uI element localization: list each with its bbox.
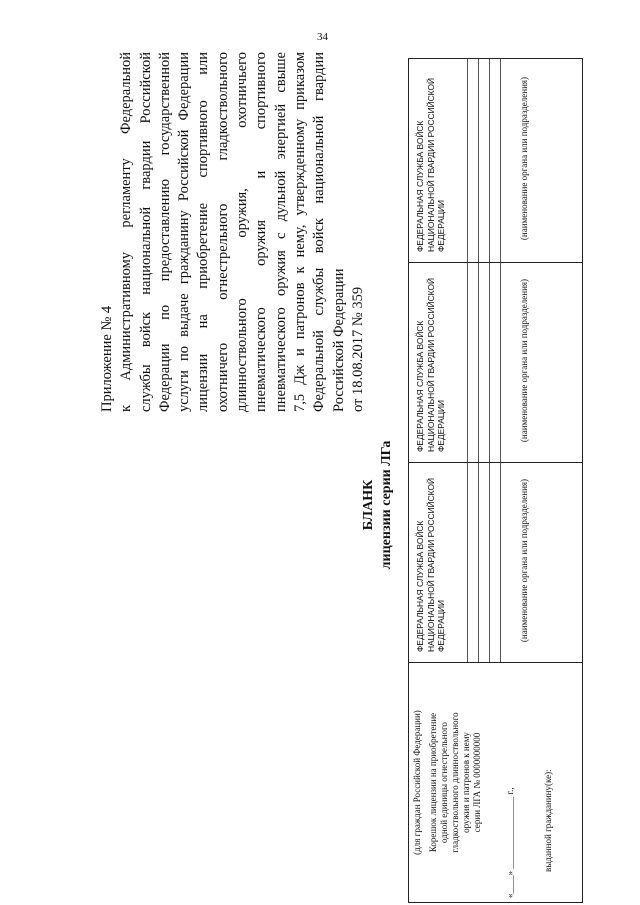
appendix-line: Российской Федерации [330,268,347,412]
fill-line [467,59,468,262]
agency-caption: (наименование органа или подразделения) [519,478,529,643]
title-blank: БЛАНК [361,479,376,531]
agency-column-1 [409,462,582,662]
fill-line [467,463,468,662]
fill-line [489,463,490,662]
stub-issued-to: выданной гражданину(ке): [543,769,553,872]
fill-line [478,59,479,262]
appendix-line: услуги по выдаче гражданину Российской Федерации [176,52,193,412]
appendix-line: Федерации по предоставлению государственной [156,52,173,412]
appendix-line: Приложение № 4 [99,305,115,412]
appendix-line: от 18.08.2017 № 359 [349,286,366,412]
appendix-line: длинноствольного оружия, охотничьего [234,52,251,412]
fill-line [489,59,490,262]
stub-line: гладкоствольного длинноствольного [450,712,460,853]
title-series: лицензии серии ЛГа [379,440,394,570]
fill-line [478,463,479,662]
page-number: 34 [317,31,328,43]
form-title [360,405,396,605]
agency-caption: (наименование органа или подразделения) [519,278,529,443]
appendix-line: пневматического оружия с дульной энергией свыше [272,52,289,412]
appendix-line: Федеральной службы войск национальной гвардии [311,52,328,412]
stub-line: одной единицы огнестрельного [439,722,449,843]
appendix-line: к Административному регламенту Федеральной [118,52,135,412]
agency-name: ФЕДЕРАЛЬНАЯ СЛУЖБА ВОЙСК НАЦИОНАЛЬНОЙ ГВАРДИИ РОССИЙСКОЙ ФЕДЕРАЦИИ [415,278,446,452]
agency-caption: (наименование органа или подразделения) [519,76,529,241]
fill-line [489,263,490,462]
agency-name: ФЕДЕРАЛЬНАЯ СЛУЖБА ВОЙСК НАЦИОНАЛЬНОЙ ГВАРДИИ РОССИЙСКОЙ ФЕДЕРАЦИИ [415,478,446,652]
fill-line [467,263,468,462]
agency-column-2 [409,262,582,462]
appendix-header [98,52,368,412]
stub-date-line: «____» ________________ г., [505,787,515,898]
stub-column [409,662,582,902]
appendix-line: охотничего огнестрельного гладкоствольного [214,52,231,412]
stub-line: оружия и патронов к нему [461,732,471,833]
fill-line [500,263,501,462]
appendix-line: лицензии на приобретение спортивного или [195,52,212,412]
agency-column-3 [409,59,582,262]
stub-header: (для граждан Российской Федерации) [412,710,422,855]
fill-line [500,59,501,262]
appendix-line: пневматического оружия и спортивного [253,52,270,412]
stub-line: Корешок лицензии на приобретение [428,712,438,853]
fill-line [478,263,479,462]
license-form-table [408,58,583,903]
agency-name: ФЕДЕРАЛЬНАЯ СЛУЖБА ВОЙСК НАЦИОНАЛЬНОЙ ГВАРДИИ РОССИЙСКОЙ ФЕДЕРАЦИИ [415,78,446,252]
stub-description [428,673,483,892]
fill-line [500,463,501,662]
appendix-line: 7,5 Дж и патронов к нему, утвержденному приказом [291,52,308,412]
appendix-line: службы войск национальной гвардии Российской [137,52,154,412]
stub-line: серии ЛГА № 0000000000 [472,732,482,833]
